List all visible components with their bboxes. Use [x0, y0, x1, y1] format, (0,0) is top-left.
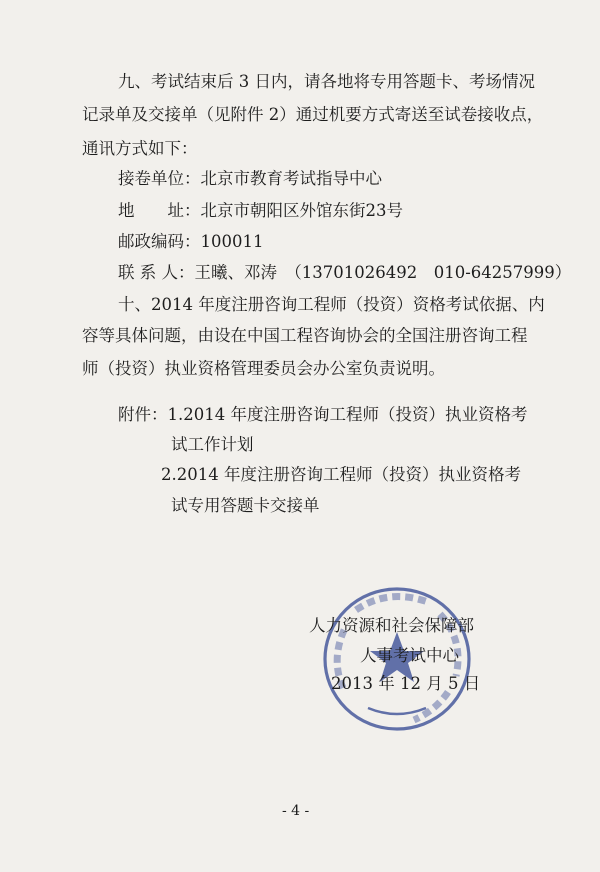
signature-organization: 人力资源和社会保障部: [309, 616, 474, 635]
contact-address-value: 北京市朝阳区外馆东街23号: [200, 201, 403, 220]
paragraph-10-line-3: 师（投资）执业资格管理委员会办公室负责说明。: [82, 359, 445, 378]
contact-person-value: 王曦、邓涛 （13701026492 010-64257999）: [194, 263, 572, 282]
paragraph-9-line-2: 记录单及交接单（见附件 2）通过机要方式寄送至试卷接收点，: [82, 105, 544, 124]
attachment-1-line-1: 1.2014 年度注册咨询工程师（投资）执业资格考: [167, 405, 528, 424]
attachment-1-line-2: 试工作计划: [171, 435, 254, 454]
paragraph-10-line-2: 容等具体问题，由设在中国工程咨询协会的全国注册咨询工程: [82, 326, 528, 345]
seal-bottom-arc: [368, 708, 426, 714]
contact-postcode-label: 邮政编码：: [118, 232, 201, 251]
signature-date: 2013 年 12 月 5 日: [331, 674, 481, 693]
attachment-2-line-2: 试专用答题卡交接单: [171, 496, 320, 515]
bleed-through-text: [300, 128, 313, 147]
contact-address-row: [118, 200, 403, 222]
attachment-1-row: [118, 404, 527, 426]
contact-person-row: [118, 262, 571, 284]
paragraph-10-line-1: 十、2014 年度注册咨询工程师（投资）资格考试依据、内: [118, 295, 545, 314]
page-number: - 4 -: [282, 803, 310, 819]
attachment-2-line-1: 2.2014 年度注册咨询工程师（投资）执业资格考: [161, 465, 521, 484]
contact-postcode-value: 100011: [200, 232, 264, 251]
contact-person-label: 联 系 人：: [118, 263, 195, 282]
attachment-label: 附件：: [118, 405, 168, 424]
contact-unit-row: [118, 168, 382, 190]
signature-center: 人事考试中心: [360, 646, 459, 665]
contact-address-label: 地 址：: [118, 201, 201, 220]
contact-unit-value: 北京市教育考试指导中心: [200, 169, 382, 188]
contact-unit-label: 接卷单位：: [118, 169, 201, 188]
paragraph-9-line-3: 通讯方式如下：: [82, 139, 198, 158]
paragraph-9-line-1: 九、考试结束后 3 日内，请各地将专用答题卡、考场情况: [118, 72, 535, 91]
contact-postcode-row: [118, 231, 264, 253]
